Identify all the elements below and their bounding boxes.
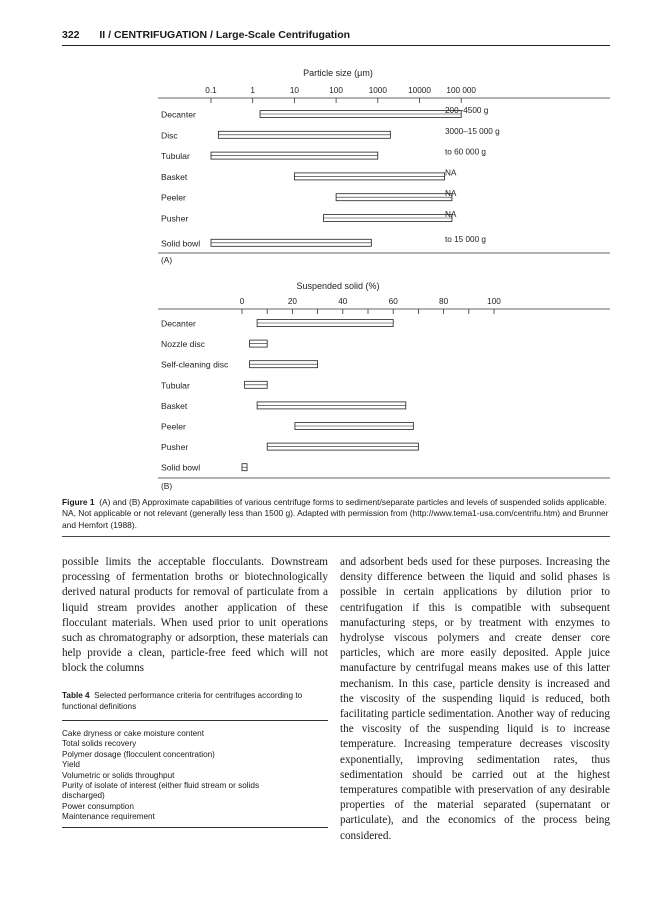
row-label: Tubular: [161, 380, 190, 391]
tick-label: 40: [338, 297, 348, 306]
tick-label: 10: [289, 86, 299, 95]
tick-label: 0: [239, 297, 245, 306]
row-annotation: NA: [445, 168, 457, 178]
row-label: Tubular: [161, 151, 190, 162]
axis-title: Particle size (μm): [303, 68, 373, 78]
table-row: Yield: [62, 760, 80, 770]
row-label: Solid bowl: [161, 238, 201, 249]
row-label: Basket: [161, 171, 188, 182]
table-4: [62, 690, 328, 828]
row-label: Peeler: [161, 192, 186, 203]
tick-label: 1: [250, 86, 255, 95]
body-column-right: [340, 555, 610, 844]
table-row: Maintenance requirement: [62, 812, 155, 822]
table-bottom-rule: [62, 827, 328, 828]
tick-label: 100: [329, 86, 343, 95]
tick-label: 60: [388, 297, 398, 306]
table-title: [62, 690, 328, 712]
tick-label: 80: [439, 297, 449, 306]
row-annotation: 200–4500 g: [445, 106, 489, 115]
row-annotation: 3000–15 000 g: [445, 126, 500, 136]
row-annotation: to 60 000 g: [445, 147, 486, 157]
row-label: Solid bowl: [161, 462, 201, 473]
panel-label: (B): [161, 481, 173, 491]
tick-label: 100 000: [446, 86, 477, 95]
table-row: Polymer dosage (flocculent concentration): [62, 749, 215, 759]
row-annotation: NA: [445, 210, 457, 219]
table-label: Table 4: [62, 691, 90, 700]
table-row: Purity of isolate of interest (either fluid stream or solids discharged): [62, 781, 260, 801]
table-caption: Selected performance criteria for centrifuges according to functional definitions: [62, 691, 303, 711]
panel-label: (A): [161, 255, 173, 265]
table-rows: [62, 721, 328, 827]
row-label: Pusher: [161, 213, 189, 224]
row-label: Pusher: [161, 442, 189, 453]
figure-caption: [62, 497, 612, 531]
table-row: Power consumption: [62, 801, 134, 811]
row-label: Self-cleaning disc: [161, 359, 229, 370]
row-label: Disc: [161, 130, 178, 141]
tick-label: 20: [287, 297, 297, 306]
row-annotation: NA: [445, 189, 457, 199]
caption-rule: [62, 536, 610, 537]
caption-label: Figure 1: [62, 497, 95, 507]
tick-label: 0.1: [205, 86, 217, 95]
row-label: Basket: [161, 400, 188, 411]
row-label: Decanter: [161, 318, 196, 329]
table-row: Volumetric or solids throughput: [62, 770, 175, 780]
row-label: Nozzle disc: [161, 339, 205, 350]
body-column-left: [62, 555, 328, 677]
page-number: 322: [62, 29, 80, 41]
tick-label: 1000: [368, 86, 387, 95]
axis-title: Suspended solid (%): [296, 281, 380, 291]
row-annotation: to 15 000 g: [445, 234, 486, 244]
table-row: Cake dryness or cake moisture content: [62, 729, 204, 738]
running-title: II / CENTRIFUGATION / Large-Scale Centrifugation: [99, 29, 351, 41]
row-label: Decanter: [161, 109, 196, 120]
left-paragraph: possible limits the acceptable flocculants. Downstream processing of fermentation broths or biotechnologically derived natural products for removal of particulate from a liquid stream provides another application of these flocculant materials. When used prior to unit operations such as chromatography or adsorption, these materials can help provide a clean, particle-free feed which will not block the columns: [62, 556, 328, 675]
table-row: Total solids recovery: [62, 739, 137, 749]
tick-label: 100: [487, 297, 501, 306]
caption-text: (A) and (B) Approximate capabilities of various centrifuge forms to sediment/separate particles and levels of suspended solids applicable. NA, Not applicable or not relevant (generally less than 1500 g). Adapted with permission from (http://www.tema1-usa.com/centrifu.htm) and Brunner and Hemfort (1988).: [62, 497, 609, 530]
row-label: Peeler: [161, 421, 186, 432]
right-paragraph: and adsorbent beds used for these purposes. Increasing the density difference between the liquid and solid phases is possible in certain applications by dilution prior to centrifugation if this is compatible with subsequent manufacturing steps, or by treatment with enzymes to hydrolyse viscous polymers and create denser core particles, which are more easily deposited. Apple juice manufacture by centrifugal means makes use of this latter mechanism. In this case, particle density is increased and the viscosity of the suspending liquid is reduced, both facilitating particle sedimentation. Another way of reducing the viscosity of the suspending liquid is to increase temperature. Increasing temperature decreases viscosity exponentially, improving sedimentation rates, thus sedimentation should be carried out at the highest temperatures compatible with preservation of any desirable properties of the material separated (supernatant or particulate), and the economics of the process being considered.: [340, 556, 610, 842]
tick-label: 10000: [408, 86, 431, 95]
